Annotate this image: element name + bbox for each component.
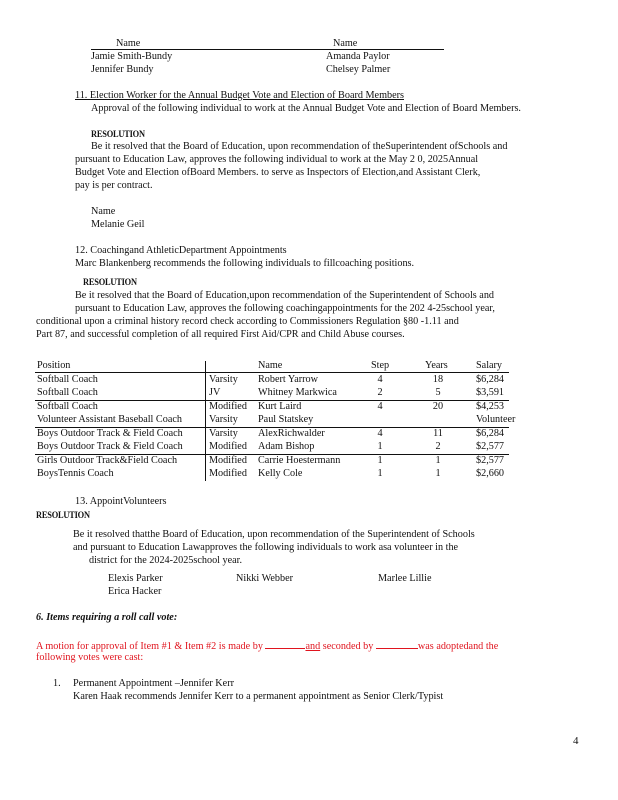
cell-salary: $4,253 xyxy=(476,401,505,412)
item12-resolution-line: pursuant to Education Law, approves the following coachingappointments for the 202 4-25school year, xyxy=(75,303,495,314)
cell-salary: $2,577 xyxy=(476,455,505,466)
cell-years: 18 xyxy=(432,374,444,385)
item13-resolution-line: district for the 2024-2025school year. xyxy=(89,555,243,566)
volunteer-name: Erica Hacker xyxy=(108,586,162,597)
motion-text xyxy=(36,639,498,652)
item13-resolution-line: and pursuant to Education Lawapproves the following individuals to work asa volunteer in the xyxy=(73,542,459,553)
roll-call-item-title: Permanent Appointment –Jennifer Kerr xyxy=(73,678,234,689)
cell-years: 20 xyxy=(432,401,444,412)
cell-step: 1 xyxy=(377,441,383,452)
cell-level: JV xyxy=(209,387,221,398)
cell-level: Modified xyxy=(209,401,247,412)
item13-resolution-line: Be it resolved thatthe Board of Education, upon recommendation of the Superintendent of Schools xyxy=(73,529,475,540)
inspector-name: Chelsey Palmer xyxy=(326,64,391,75)
cell-years: 2 xyxy=(435,441,441,452)
mover-blank[interactable] xyxy=(265,639,305,649)
cell-step: 1 xyxy=(377,468,383,479)
motion-part1: A motion for approval of Item #1 & Item #2 is made by xyxy=(36,641,266,652)
cell-level: Varsity xyxy=(209,414,238,425)
item11-resolution-line: pursuant to Education Law, approves the following individual to work at the May 2 0, 2025Annual xyxy=(75,154,479,165)
cell-name: Adam Bishop xyxy=(258,441,315,452)
table-header-salary: Salary xyxy=(476,360,503,371)
table-header-name: Name xyxy=(258,360,283,371)
cell-level: Modified xyxy=(209,455,247,466)
cell-name: Robert Yarrow xyxy=(258,374,318,385)
section6-heading: 6. Items requiring a roll call vote: xyxy=(36,612,178,623)
cell-level: Varsity xyxy=(209,374,238,385)
cell-step: 4 xyxy=(377,401,383,412)
motion-line2: following votes were cast: xyxy=(36,652,144,663)
inspectors-col-header-left: Name xyxy=(116,38,141,49)
motion-part2: seconded by xyxy=(320,641,376,652)
cell-salary: $3,591 xyxy=(476,387,505,398)
cell-step: 2 xyxy=(377,387,383,398)
cell-name: Kelly Cole xyxy=(258,468,303,479)
item11-resolution-label: RESOLUTION xyxy=(91,129,145,140)
cell-position: Softball Coach xyxy=(37,401,98,412)
cell-salary: $6,284 xyxy=(476,374,505,385)
item12-resolution-line: Be it resolved that the Board of Education,upon recommendation of the Superintendent of Schools and xyxy=(75,290,495,301)
motion-was: was xyxy=(417,641,434,652)
cell-position: Boys Outdoor Track & Field Coach xyxy=(37,428,183,439)
seconder-blank[interactable] xyxy=(376,639,418,649)
page-number: 4 xyxy=(573,735,579,747)
item13-resolution-label: RESOLUTION xyxy=(36,510,90,521)
item11-resolution-line: Be it resolved that the Board of Education, upon recommendation of theSuperintendent ofSchools and xyxy=(91,141,508,152)
item12-heading: 12. Coachingand AthleticDepartment Appointments xyxy=(75,245,287,256)
item11-heading: 11. Election Worker for the Annual Budget Vote and Election of Board Members xyxy=(75,90,404,101)
cell-salary: Volunteer xyxy=(476,414,516,425)
cell-years: 11 xyxy=(433,428,443,439)
item11-approval: Approval of the following individual to work at the Annual Budget Vote and Election of Board Members. xyxy=(91,103,521,114)
cell-name: Kurt Laird xyxy=(258,401,302,412)
item12-recommend: Marc Blankenberg recommends the following individuals to fillcoaching positions. xyxy=(75,258,415,269)
table-header-position: Position xyxy=(37,360,71,371)
item11-name: Melanie Geil xyxy=(91,219,145,230)
item12-resolution-label: RESOLUTION xyxy=(83,277,137,288)
cell-salary: $2,577 xyxy=(476,441,505,452)
cell-position: Softball Coach xyxy=(37,374,98,385)
roll-call-item-number: 1. xyxy=(53,678,61,689)
motion-part3: adoptedand the xyxy=(433,641,499,652)
cell-years: 1 xyxy=(435,468,441,479)
roll-call-item-detail: Karen Haak recommends Jennifer Kerr to a permanent appointment as Senior Clerk/Typist xyxy=(73,691,444,702)
volunteer-name: Marlee Lillie xyxy=(378,573,432,584)
item13-heading: 13. AppointVolunteers xyxy=(75,496,167,507)
cell-salary: $6,284 xyxy=(476,428,505,439)
cell-name: Whitney Markwica xyxy=(258,387,337,398)
cell-position: Boys Outdoor Track & Field Coach xyxy=(37,441,183,452)
cell-position: Volunteer Assistant Baseball Coach xyxy=(37,414,182,425)
cell-salary: $2,660 xyxy=(476,468,505,479)
cell-years: 5 xyxy=(435,387,441,398)
motion-and: and xyxy=(305,641,321,652)
table-header-step: Step xyxy=(371,360,390,371)
item11-resolution-line: pay is per contract. xyxy=(75,180,153,191)
volunteer-name: Nikki Webber xyxy=(236,573,293,584)
cell-level: Modified xyxy=(209,468,247,479)
inspector-name: Amanda Paylor xyxy=(326,51,390,62)
cell-name: Carrie Hoestermann xyxy=(258,455,341,466)
volunteer-name: Elexis Parker xyxy=(108,573,163,584)
cell-level: Varsity xyxy=(209,428,238,439)
inspector-name: Jennifer Bundy xyxy=(91,64,154,75)
cell-step: 4 xyxy=(377,374,383,385)
item12-resolution-line: conditional upon a criminal history record check according to Commissioners Regulation §80 -1.11 and xyxy=(36,316,459,327)
inspector-name: Jamie Smith-Bundy xyxy=(91,51,173,62)
cell-name: Paul Statskey xyxy=(258,414,314,425)
cell-step: 4 xyxy=(377,428,383,439)
cell-step: 1 xyxy=(377,455,383,466)
item11-resolution-line: Budget Vote and Election ofBoard Members. to serve as Inspectors of Election,and Assistant Clerk, xyxy=(75,167,481,178)
cell-level: Modified xyxy=(209,441,247,452)
table-header-rule xyxy=(35,372,509,373)
item12-resolution-line: Part 87, and successful completion of all required First Aid/CPR and Child Abuse courses. xyxy=(36,329,405,340)
cell-position: Girls Outdoor Track&Field Coach xyxy=(37,455,178,466)
table-header-years: Years xyxy=(425,360,448,371)
cell-position: Softball Coach xyxy=(37,387,98,398)
cell-name: AlexRichwalder xyxy=(258,428,325,439)
inspectors-col-header-right: Name xyxy=(333,38,358,49)
inspectors-header-rule xyxy=(91,49,444,50)
cell-position: BoysTennis Coach xyxy=(37,468,114,479)
item11-name-label: Name xyxy=(91,206,116,217)
cell-years: 1 xyxy=(435,455,441,466)
